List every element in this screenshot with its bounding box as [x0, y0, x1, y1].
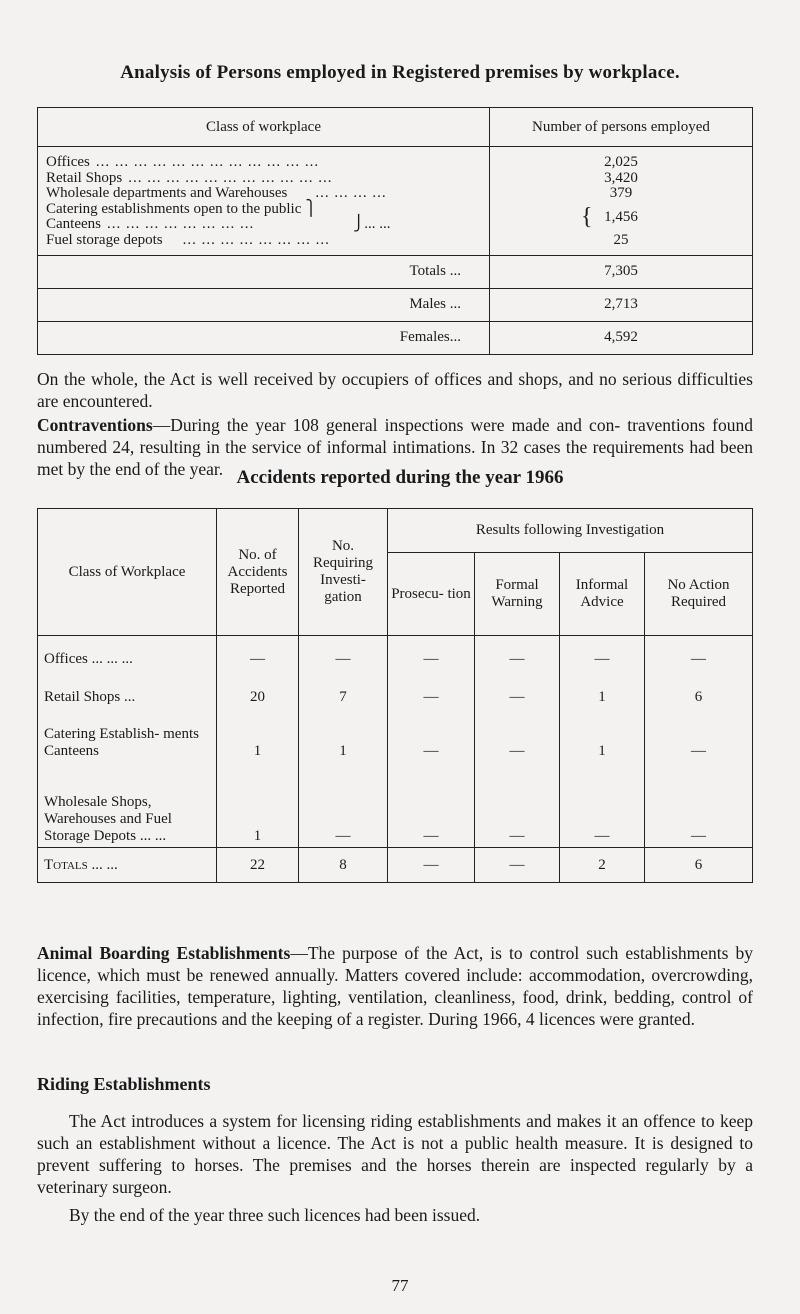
paragraph-animal-boarding: Animal Boarding Establishments—The purpose of the Act, is to control such establishments by licence, which must be renewed annually. Matters covered include: accommodation, overcrowding, exercising facilities, temperature, lighting, ventilation, cleanliness, food, drink, bedding, control of infection, fire precautions and the keeping of a register. During 1966, 4 licences were granted. [37, 943, 753, 1029]
paragraph-reception: On the whole, the Act is well received by occupiers of offices and shops, and no serious difficulties are encountered. [37, 369, 753, 411]
paragraph-licences: By the end of the year three such licences had been issued. [69, 1205, 481, 1225]
table-row: Catering establishments open to the public ⎫ [46, 200, 317, 217]
table-row: Wholesale departments and Warehouses ... ... ... ... [46, 185, 387, 202]
header-class-of-workplace: Class of workplace [38, 108, 490, 147]
page-title: Analysis of Persons employed in Registered premises by workplace. [120, 62, 680, 83]
table-row: Wholesale Shops, Warehouses and Fuel Storage Depots ... ... 1 — — — — — [38, 762, 753, 848]
totals-row: Totals ... 7,305 [38, 255, 753, 288]
totals-row: Totals ... ... 22 8 — — 2 6 [38, 848, 753, 883]
header-no-action: No Action Required [645, 553, 753, 636]
workplace-labels [38, 147, 490, 256]
header-results-group: Results following Investigation [388, 509, 753, 553]
paragraph-contraventions: Contraventions—During the year 108 general inspections were made and con- traventions found numbered 24, resulting in the service of informal intimations. In 32 cases the requirements had been met by the end of the year. [37, 415, 753, 479]
table-row: Retail Shops ... 20 7 — — 1 6 [38, 670, 753, 708]
page-number: 77 [391, 1276, 409, 1295]
males-row: Males ... 2,713 [38, 288, 753, 321]
header-class: Class of Workplace [38, 509, 217, 636]
table-row: Fuel storage depots ... ... ... ... ... ... ... ... [46, 231, 330, 248]
workplace-values: 2,025 3,420 379 { 1,456 25 [490, 147, 753, 256]
header-number-employed: Number of persons employed [490, 108, 753, 147]
table-row: Offices ... ... ... ... ... ... ... ... ... ... ... ... [46, 154, 320, 170]
header-formal-warning: Formal Warning [475, 553, 560, 636]
table-row: Retail Shops ... ... ... ... ... ... ... ... ... ... ... [46, 169, 333, 186]
accidents-table [37, 508, 753, 883]
paragraph-riding: The Act introduces a system for licensing riding establishments and makes it an offence to keep such an establishment without a licence. The Act is not a public health measure. It is designed to prevent suffering to horses. The premises and the horses therein are inspected regularly by a veterinary surgeon. [37, 1111, 753, 1197]
header-informal-advice: Informal Advice [560, 553, 645, 636]
table-row: Canteens ... ... ... ... ... ... ... ... ⎭... ... [46, 216, 391, 233]
table-row: Offices ... ... ... — — — — — — [38, 636, 753, 670]
table-row: Catering Establish- ments Canteens 1 1 — — 1 — [38, 708, 753, 762]
females-row: Females... 4,592 [38, 321, 753, 354]
heading-riding: Riding Establishments [37, 1074, 211, 1094]
header-requiring: No. Requiring Investi- gation [299, 509, 388, 636]
workplace-table [37, 107, 753, 355]
header-prosecution: Prosecu- tion [388, 553, 475, 636]
accidents-title: Accidents reported during the year 1966 [236, 467, 564, 488]
header-reported: No. of Accidents Reported [217, 509, 299, 636]
